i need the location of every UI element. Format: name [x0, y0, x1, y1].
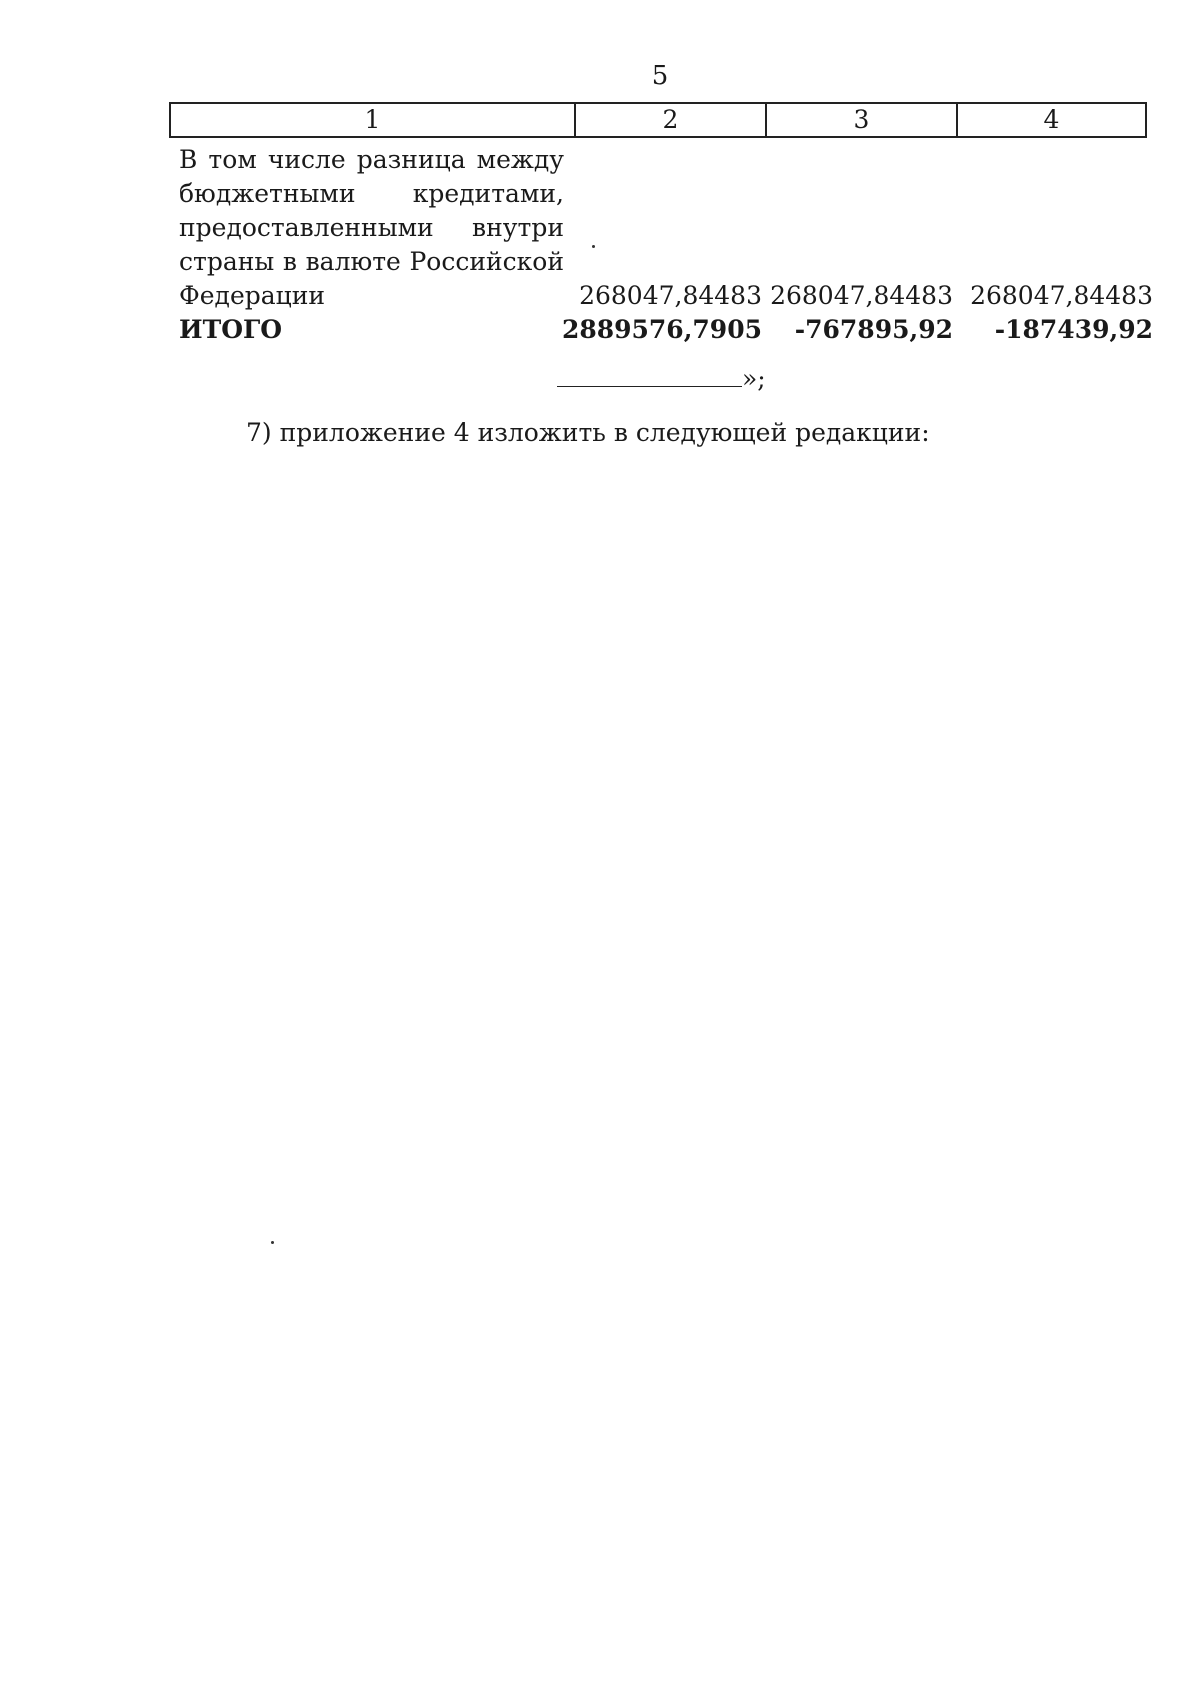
- total-value: -187439,92: [994, 315, 1153, 344]
- table-cell-value: 268047,84483: [970, 281, 1153, 310]
- closing-mark: [557, 362, 766, 396]
- description-line: В том числе разница между: [179, 145, 564, 174]
- table-header-cell: 1: [364, 105, 381, 134]
- description-line: Федерации: [179, 281, 326, 310]
- scan-speck: [592, 245, 595, 248]
- paragraph-text: 7) приложение 4 изложить в следующей редакции:: [246, 418, 930, 447]
- description-line: бюджетными кредитами,: [179, 179, 564, 208]
- table-cell-value: 268047,84483: [579, 281, 762, 310]
- signature-underline: [557, 385, 742, 387]
- description-line: предоставленными внутри: [179, 213, 564, 242]
- total-value: 2889576,7905: [561, 315, 762, 344]
- page-number: 5: [651, 61, 669, 91]
- table-row-description: [179, 143, 564, 313]
- table-header: [169, 102, 1147, 138]
- closing-quote: »;: [742, 364, 766, 393]
- total-label: ИТОГО: [179, 315, 283, 344]
- description-line: страны в валюте Российской: [179, 247, 564, 276]
- table-cell-value: 268047,84483: [770, 281, 953, 310]
- scan-speck: [271, 1241, 274, 1244]
- table-header-cell: 2: [574, 104, 765, 136]
- total-value: -767895,92: [794, 315, 953, 344]
- table-header-cell: 4: [956, 104, 1145, 136]
- table-header-cell: 3: [765, 104, 956, 136]
